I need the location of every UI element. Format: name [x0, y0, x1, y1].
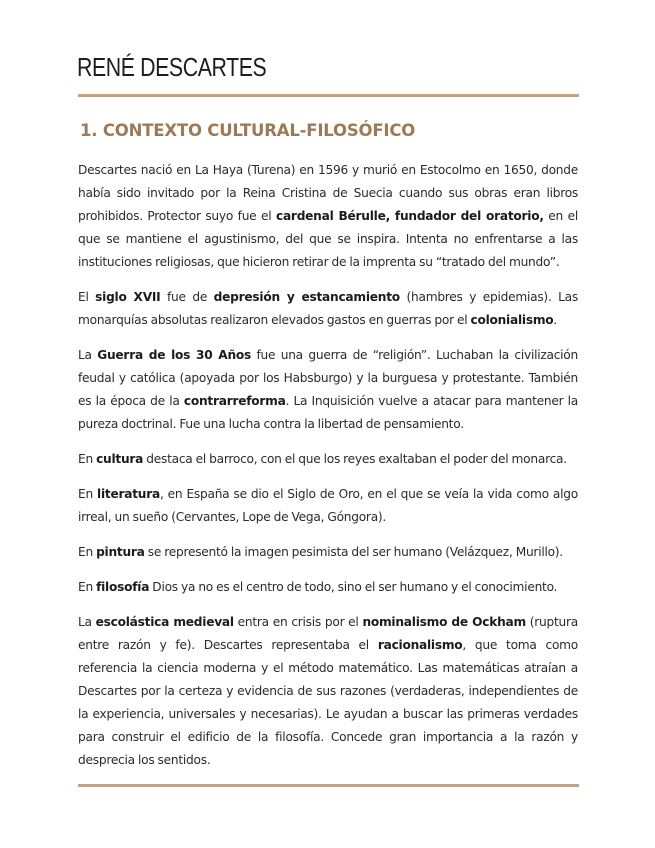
emphasis-text: filosofía [96, 580, 150, 594]
footer-divider [78, 784, 579, 787]
text-segment: destaca el barroco, con el que los reyes exaltaban el poder del monarca. [143, 452, 567, 466]
emphasis-text: literatura [97, 487, 160, 501]
paragraph-3 [78, 344, 578, 436]
emphasis-text: contrarreforma [183, 394, 286, 408]
paragraph-7 [78, 576, 578, 599]
section-heading: 1. CONTEXTO CULTURAL-FILOSÓFICO [80, 121, 416, 140]
paragraph-5 [78, 483, 578, 529]
text-segment: En [78, 487, 98, 501]
text-segment: (ruptura entre razón y fe). Descartes representaba el [78, 615, 579, 652]
title-divider [78, 94, 579, 97]
emphasis-text: siglo XVII [95, 290, 161, 304]
emphasis-text: cardenal Bérulle, fundador del oratorio, [275, 209, 544, 223]
text-segment: fue de [160, 290, 214, 304]
emphasis-text: escolástica medieval [95, 615, 234, 629]
paragraph-4 [78, 448, 578, 471]
emphasis-text: racionalismo [377, 638, 463, 652]
emphasis-text: pintura [96, 545, 145, 559]
text-segment: . La Inquisición vuelve a atacar para mantener la pureza doctrinal. Fue una lucha contra la libertad de pensamiento. [78, 394, 578, 431]
text-segment: (hambres y epidemias). Las monarquías absolutas realizaron elevados gastos en guerras por el [78, 290, 578, 327]
text-segment: . [553, 313, 558, 327]
document-body [78, 159, 578, 784]
text-segment: entra en crisis por el [233, 615, 363, 629]
paragraph-2 [78, 286, 578, 332]
text-segment: El [78, 290, 96, 304]
text-segment: Descartes nació en La Haya (Turena) en 1596 y murió en Estocolmo en 1650, donde había sido invitado por la Reina Cristina de Suecia cuando sus obras eran libros prohibidos. Protector suyo fue el [78, 163, 578, 223]
text-segment: En [78, 452, 97, 466]
text-segment: fue una guerra de “religión”. Luchaban la civilización feudal y católica (apoyada por los Habsburgo) y la burguesa y protestante. También es la época de la [78, 348, 578, 408]
paragraph-6 [78, 541, 578, 564]
emphasis-text: depresión y estancamiento [213, 290, 400, 304]
text-segment: En [78, 545, 97, 559]
text-segment: En [78, 580, 97, 594]
emphasis-text: Guerra de los 30 Años [97, 348, 252, 362]
paragraph-1 [78, 159, 578, 274]
paragraph-8 [78, 611, 578, 772]
text-segment: La [78, 615, 96, 629]
page-title: RENÉ DESCARTES [77, 52, 267, 82]
text-segment: , que toma como referencia la ciencia moderna y el método matemático. Las matemáticas atraían a Descartes por la certeza y evidencia de sus razones (verdaderas, independientes de la experiencia, universales y necesarias). Le ayudan a buscar las primeras verdades para construir el edificio de la filosofía. Concede gran importancia a la razón y desprecia los sentidos. [78, 638, 578, 767]
emphasis-text: colonialismo [470, 313, 554, 327]
text-segment: La [78, 348, 98, 362]
text-segment: Dios ya no es el centro de todo, sino el ser humano y el conocimiento. [149, 580, 558, 594]
text-segment: se representó la imagen pesimista del ser humano (Velázquez, Murillo). [144, 545, 563, 559]
emphasis-text: nominalismo de Ockham [362, 615, 526, 629]
emphasis-text: cultura [96, 452, 144, 466]
text-segment: en el que se mantiene el agustinismo, del que se inspira. Intenta no enfrentarse a las instituciones religiosas, que hicieron retirar de la imprenta su “tratado del mundo”. [78, 209, 579, 269]
text-segment: , en España se dio el Siglo de Oro, en el que se veía la vida como algo irreal, un sueño (Cervantes, Lope de Vega, Góngora). [78, 487, 578, 524]
